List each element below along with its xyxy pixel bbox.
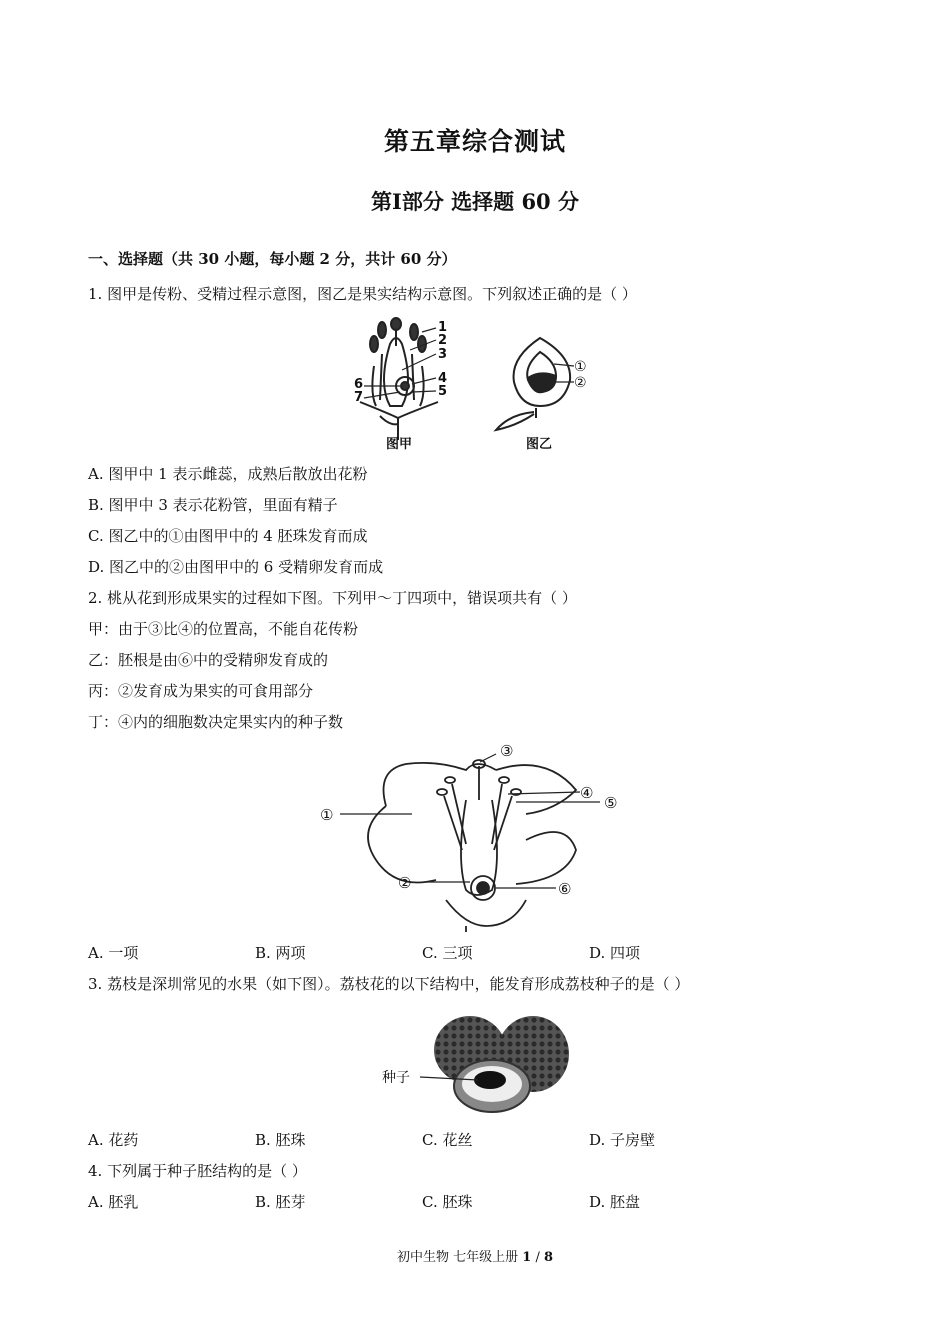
q4-option-d: D. 胚盘 — [589, 1193, 641, 1211]
q2-option-a: A. 一项 — [88, 944, 139, 962]
q2-statement-yi: 乙：胚根是由⑥中的受精卵发育成的 — [88, 651, 329, 669]
fig1-label-3: 3 — [438, 347, 448, 362]
figure-peach-flower — [316, 740, 636, 932]
section-heading: 一、选择题（共 30 小题，每小题 2 分，共计 60 分） — [88, 250, 457, 268]
fig2-label-5: ⑤ — [604, 794, 618, 812]
q3-option-b: B. 胚珠 — [255, 1131, 306, 1149]
q3-option-c: C. 花丝 — [422, 1131, 473, 1149]
fig2-label-3: ③ — [500, 742, 514, 760]
fig2-label-6: ⑥ — [558, 880, 572, 898]
q2-statement-jia: 甲：由于③比④的位置高，不能自花传粉 — [88, 620, 359, 638]
question-3-stem: 3. 荔枝是深圳常见的水果（如下图）。荔枝花的以下结构中，能发育形成荔枝种子的是（ ） — [88, 975, 690, 993]
fig1-circled-1: ① — [574, 359, 587, 375]
footer-page-total: 8 — [543, 1250, 554, 1265]
q2-option-b: B. 两项 — [255, 944, 306, 962]
footer-page-number: 1 — [522, 1250, 532, 1265]
q4-option-a: A. 胚乳 — [88, 1193, 139, 1211]
fig3-label-seed: 种子 — [382, 1070, 410, 1086]
q1-option-c: C. 图乙中的①由图甲中的 4 胚珠发育而成 — [88, 527, 368, 545]
fig1-label-5: 5 — [438, 384, 448, 399]
question-4-stem: 4. 下列属于种子胚结构的是（ ） — [88, 1162, 307, 1180]
fig1-caption-right: 图乙 — [526, 437, 553, 452]
fig1-circled-2: ② — [574, 375, 587, 391]
figure-lychee — [378, 1008, 578, 1118]
part-subtitle: 第Ⅰ部分 选择题 60 分 — [371, 189, 579, 214]
q1-option-a: A. 图甲中 1 表示雌蕊，成熟后散放出花粉 — [88, 465, 368, 483]
q2-options — [0, 942, 950, 964]
fig2-label-4: ④ — [580, 784, 594, 802]
footer-text: 初中生物 七年级上册 — [396, 1250, 519, 1265]
fig1-label-6: 6 — [354, 377, 364, 392]
q2-statement-ding: 丁：④内的细胞数决定果实内的种子数 — [88, 713, 344, 731]
q3-option-a: A. 花药 — [88, 1131, 139, 1149]
fig2-label-1: ① — [320, 806, 334, 824]
q2-option-d: D. 四项 — [589, 944, 641, 962]
fig1-label-7: 7 — [354, 390, 364, 405]
q4-option-c: C. 胚珠 — [422, 1193, 473, 1211]
footer-separator: / — [535, 1250, 540, 1265]
page-footer — [0, 1246, 950, 1265]
q3-option-d: D. 子房壁 — [589, 1131, 656, 1149]
question-2-stem: 2. 桃从花到形成果实的过程如下图。下列甲～丁四项中，错误项共有（ ） — [88, 589, 577, 607]
fig1-caption-left: 图甲 — [386, 437, 413, 452]
fig1-label-4: 4 — [438, 371, 448, 386]
q4-option-b: B. 胚芽 — [255, 1193, 306, 1211]
q3-options — [0, 1129, 950, 1151]
fig1-label-1: 1 — [438, 320, 448, 335]
page-title: 第五章综合测试 — [383, 127, 566, 156]
q2-option-c: C. 三项 — [422, 944, 473, 962]
q4-options — [0, 1191, 950, 1213]
fig1-label-2: 2 — [438, 333, 448, 348]
figure-pollination-fruit — [350, 314, 620, 454]
q1-option-d: D. 图乙中的②由图甲中的 6 受精卵发育而成 — [88, 558, 384, 576]
fig2-label-2: ② — [398, 874, 412, 892]
question-1-stem: 1. 图甲是传粉、受精过程示意图，图乙是果实结构示意图。下列叙述正确的是（ ） — [88, 285, 637, 303]
q2-statement-bing: 丙：②发育成为果实的可食用部分 — [88, 682, 314, 700]
q1-option-b: B. 图甲中 3 表示花粉管，里面有精子 — [88, 496, 338, 514]
